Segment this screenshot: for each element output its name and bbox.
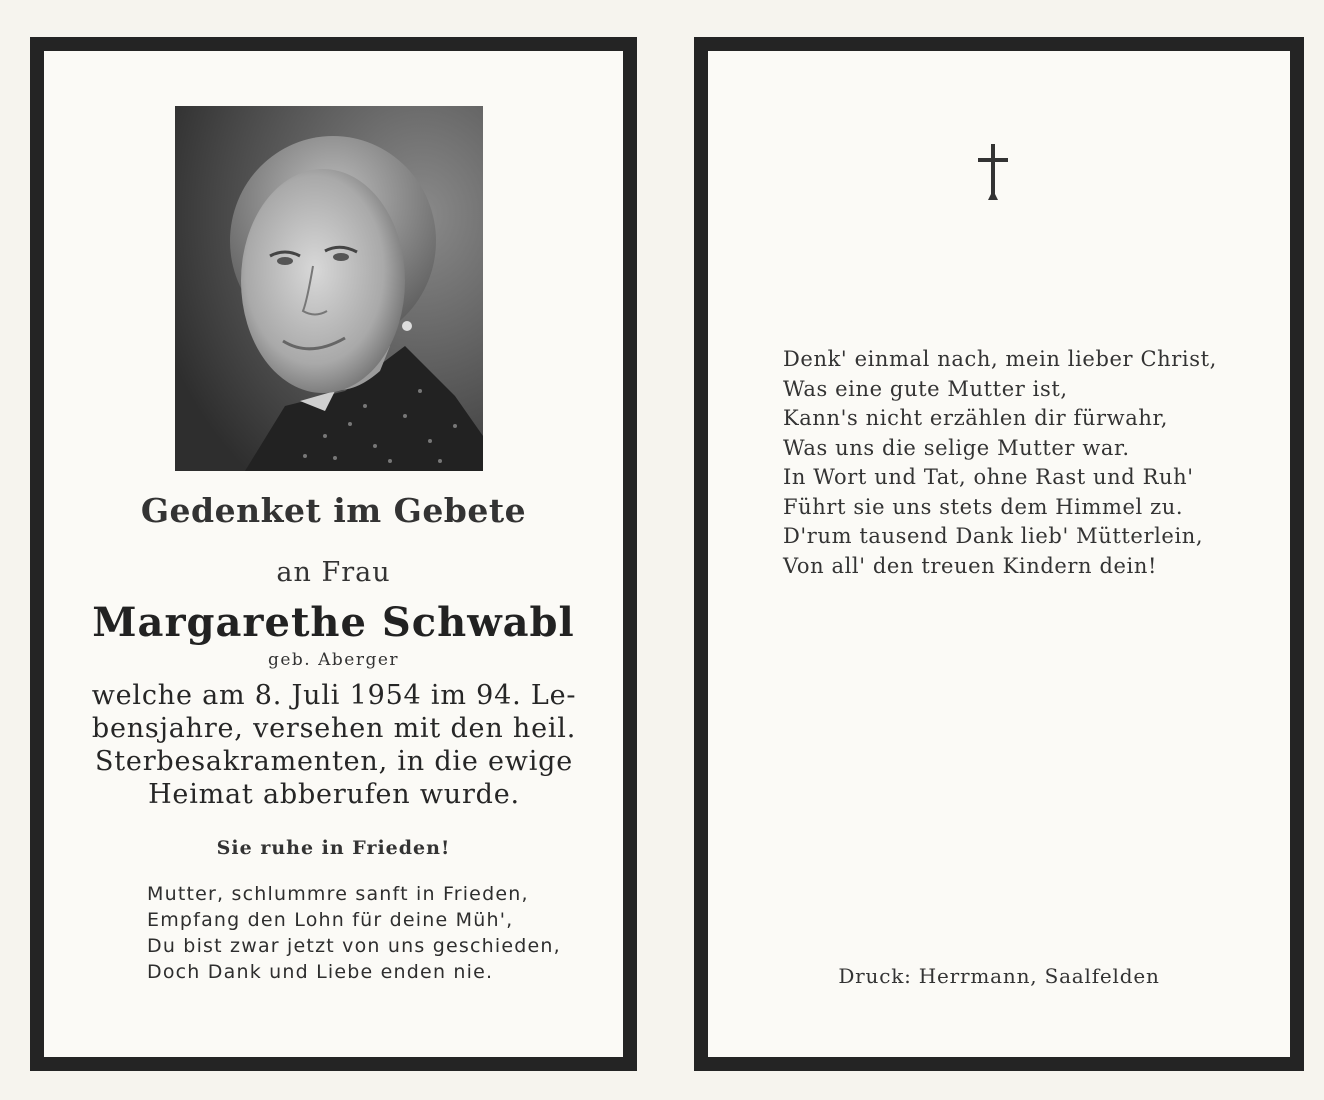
verse-line: Kann's nicht erzählen dir fürwahr, [783,406,1169,430]
verse-line: D'rum tausend Dank lieb' Mütterlein, [783,524,1204,548]
addressee-title: an Frau [276,557,391,588]
front-verse [147,881,607,985]
verse-line: Denk' einmal nach, mein lieber Christ, [783,347,1217,371]
announcement-line: bensjahre, versehen mit den heil. [91,713,577,744]
verse-line: Von all' den treuen Kindern dein! [783,553,1158,578]
verse-line: Was eine gute Mutter ist, [783,376,1068,401]
verse-line: Führt sie uns stets dem Himmel zu. [783,494,1184,519]
death-announcement [84,679,584,811]
announcement-line: Heimat abberufen wurde. [148,779,520,810]
announcement-line: Sterbesakramenten, in die ewige [94,746,574,777]
back-verse [783,345,1243,581]
verse-line: In Wort und Tat, ohne Rast und Ruh' [783,465,1194,489]
announcement-line: welche am 8. Juli 1954 im 94. Le- [91,680,577,711]
cross-icon [976,144,1010,202]
verse-line: Doch Dank und Liebe enden nie. [147,961,494,983]
verse-line: Was uns die selige Mutter war. [783,435,1130,460]
verse-line: Mutter, schlummre sanft in Frieden, [147,883,529,905]
deceased-name: Margarethe Schwabl [92,599,575,646]
verse-line: Empfang den Lohn für deine Müh', [147,909,514,931]
memorial-card-front [30,37,637,1071]
memorial-card-back [694,37,1304,1071]
maiden-name: geb. Aberger [267,650,400,670]
printer-credit: Druck: Herrmann, Saalfelden [838,964,1160,988]
portrait-photo-image [175,106,483,471]
verse-line: Du bist zwar jetzt von uns geschieden, [147,935,561,957]
memorial-heading: Gedenket im Gebete [140,491,527,530]
portrait-photo [175,106,483,471]
rest-in-peace: Sie ruhe in Frieden! [216,837,451,859]
